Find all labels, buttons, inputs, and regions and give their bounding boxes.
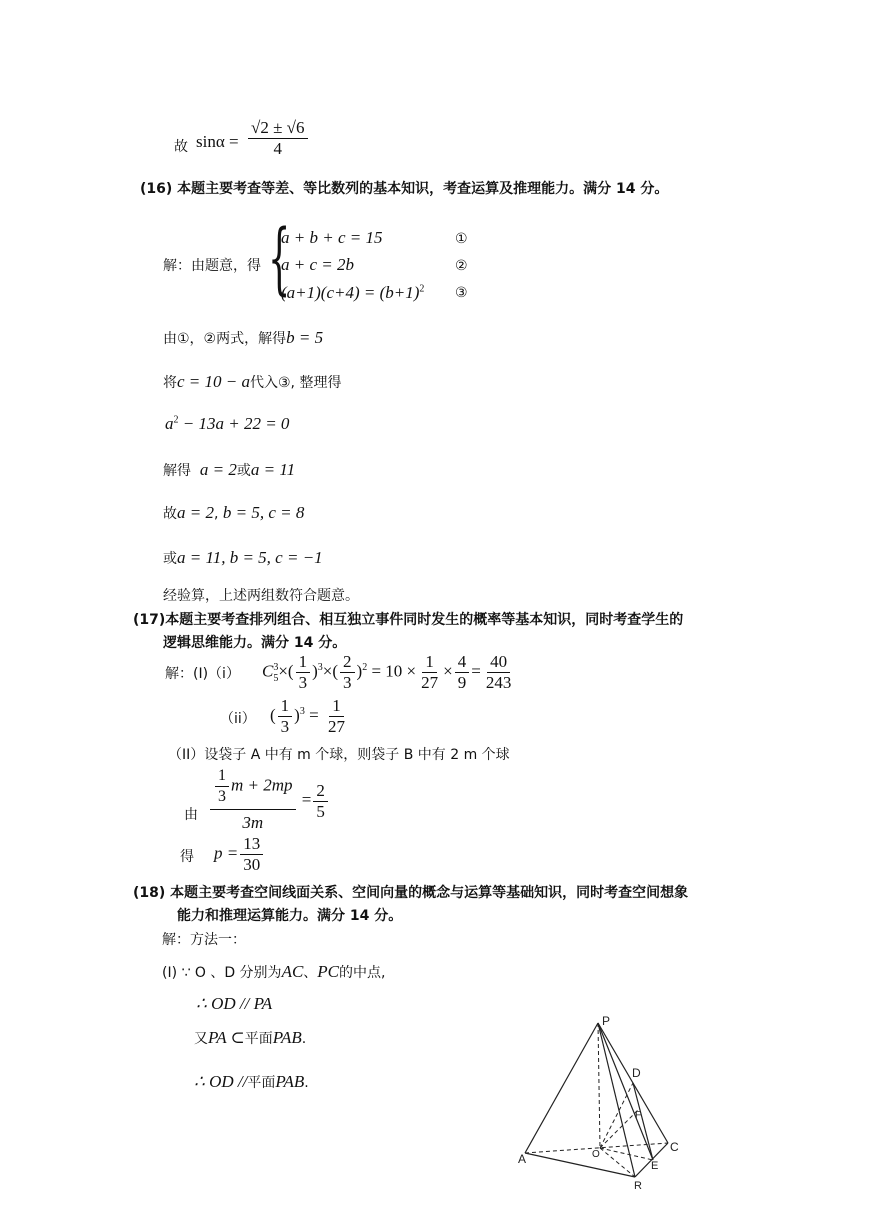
q16-brace: { (268, 214, 291, 304)
q17-header-2: 逻辑思维能力。满分 14 分。 (163, 635, 347, 651)
q18-line1: (I) ∵ O 、D 分别为AC、PC的中点, (162, 962, 386, 981)
q16-header: (16) 本题主要考查等差、等比数列的基本知识，考查运算及推理能力。满分 14 分。 (140, 181, 669, 197)
q15-fraction: $\frac{√2 \pm √6}{4}$ (246, 118, 310, 159)
q16-line4: 解得 a = 2或a = 11 (163, 460, 296, 479)
q16-eq3: $(a+1)(c+4) = (b+1)^2$ (281, 283, 425, 302)
edge-OD (600, 1083, 633, 1148)
label-E: E (651, 1160, 659, 1172)
q17-big-fraction: $\frac{1}{3}$ m + 2mp 3m = $\frac{2}{5}$ (208, 766, 330, 836)
q17-de: 得 (180, 849, 194, 865)
q17-ii-label: （ii） (220, 711, 256, 727)
q16-circ3: ③ (455, 285, 468, 301)
q17-you: 由 (184, 807, 198, 823)
q18-line3: 又PA ⊂平面PAB. (194, 1028, 307, 1047)
label-C: C (670, 1140, 679, 1154)
q16-circ2: ② (455, 258, 468, 274)
q18-line4: ∴ OD //平面PAB. (194, 1072, 309, 1091)
q16-line6: 或a = 11, b = 5, c = −1 (163, 548, 323, 567)
q16-eq2: a + c = 2b (281, 255, 354, 274)
q18-method: 解：方法一： (162, 932, 246, 948)
q17-p-result: p = $\frac{13}{30}$ (214, 834, 265, 875)
q17-formula-ii: ( $\frac{1}{3}$ )$^3$ = $\frac{1}{27}$ (270, 696, 345, 736)
pyramid-figure (510, 1005, 700, 1195)
label-D: D (632, 1066, 641, 1080)
q17-part1-label: 解：(I)（i） (165, 666, 240, 682)
q15-lhs: sinα = (196, 132, 239, 151)
q16-intro: 解：由题意，得 (163, 258, 261, 274)
q17-header-1: (17)本题主要考查排列组合、相互独立事件同时发生的概率等基本知识，同时考查学生的 (133, 612, 684, 628)
q15-prefix: 故 (174, 139, 188, 155)
q16-line1: 由①，②两式，解得b = 5 (163, 328, 324, 347)
q16-line7: 经验算，上述两组数符合题意。 (163, 588, 359, 604)
q18-line2: ∴ OD // PA (196, 994, 273, 1013)
q17-formula-i: C 3 5 ×( $\frac{1}{3}$ )$^3$×( $\frac{2}{3}$ )$^2$ = 10 × $\frac{1}{27}$ × $\frac{4}{9}$ = $\frac{40}{243}$ (262, 652, 512, 692)
q16-circ1: ① (455, 231, 468, 247)
label-A: A (518, 1152, 527, 1166)
q16-line5: 故a = 2, b = 5, c = 8 (163, 503, 305, 522)
q18-header-2: 能力和推理运算能力。满分 14 分。 (177, 908, 403, 924)
q17-part2: （II）设袋子 A 中有 m 个球，则袋子 B 中有 2 m 个球 (168, 747, 510, 763)
q16-line3: $a^2 - 13a + 22 = 0$ (165, 414, 290, 433)
label-P: P (602, 1014, 611, 1028)
q18-header-1: (18) 本题主要考查空间线面关系、空间向量的概念与运算等基础知识，同时考查空间想象 (133, 885, 689, 901)
q16-line2: 将c = 10 − a代入③, 整理得 (163, 372, 342, 391)
label-F: F (635, 1110, 642, 1121)
edge-AR (525, 1153, 635, 1177)
edge-PA (525, 1023, 598, 1153)
edge-OF (600, 1110, 638, 1148)
label-O: O (592, 1149, 600, 1160)
q16-eq1: a + b + c = 15 (281, 228, 383, 247)
label-R: R (634, 1180, 642, 1192)
edge-DE (633, 1083, 653, 1160)
edge-PO (598, 1023, 600, 1148)
